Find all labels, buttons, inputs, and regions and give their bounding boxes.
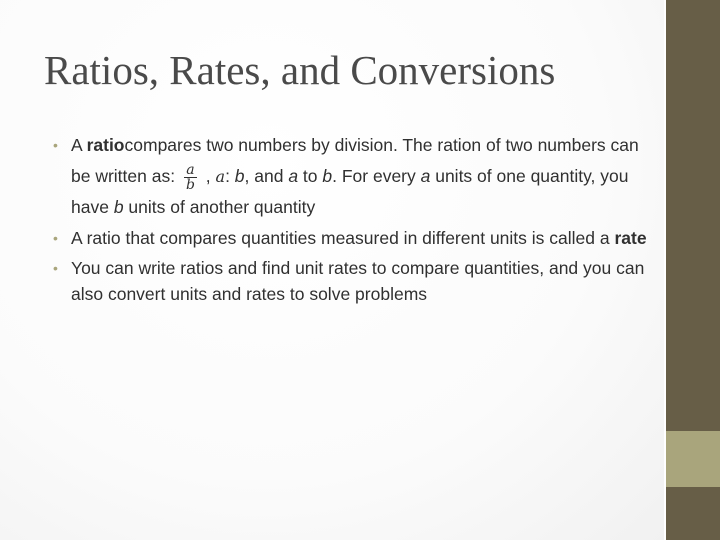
fraction-denominator: b [185,176,195,193]
italic-b: b [322,166,333,186]
italic-a: a [420,166,431,186]
bullet-text: units of another quantity [123,197,316,217]
math-b: b [234,166,245,186]
bullet-text: You can write ratios and find unit rates to compare quantities, and you can also convert units and rates to solve problems [71,258,645,304]
math-a: a [215,167,226,186]
bullet-text: : [225,166,235,186]
fraction-numerator: a [184,163,197,178]
fraction-a-over-b [184,163,197,192]
bullet-text: , [200,166,216,186]
sidebar-accent-block [666,431,720,487]
italic-a: a [288,166,299,186]
slide-title: Ratios, Rates, and Conversions [44,47,556,93]
term-rate: rate [614,228,647,248]
bullet-dot-icon: • [53,230,58,246]
bullet-text: , and [244,166,289,186]
bullet-text: A [71,135,87,155]
italic-b: b [113,197,124,217]
bullet-text: units of one quantity, you have [71,166,629,217]
bullet-item-ratio [50,130,650,223]
bullet-text: compares two numbers by division. The ration of two numbers can be written as: [71,135,639,186]
bullet-list [50,130,650,307]
bullet-text: . For every [332,166,421,186]
bullet-text: A ratio that compares quantities measured in different units is called a [71,228,615,248]
bullet-dot-icon: • [53,137,58,153]
bullet-dot-icon: • [53,260,58,276]
bullet-text: to [298,166,323,186]
bullet-item-conversions [50,255,650,307]
term-ratio: ratio [86,135,125,155]
bullet-item-rate [50,225,650,251]
